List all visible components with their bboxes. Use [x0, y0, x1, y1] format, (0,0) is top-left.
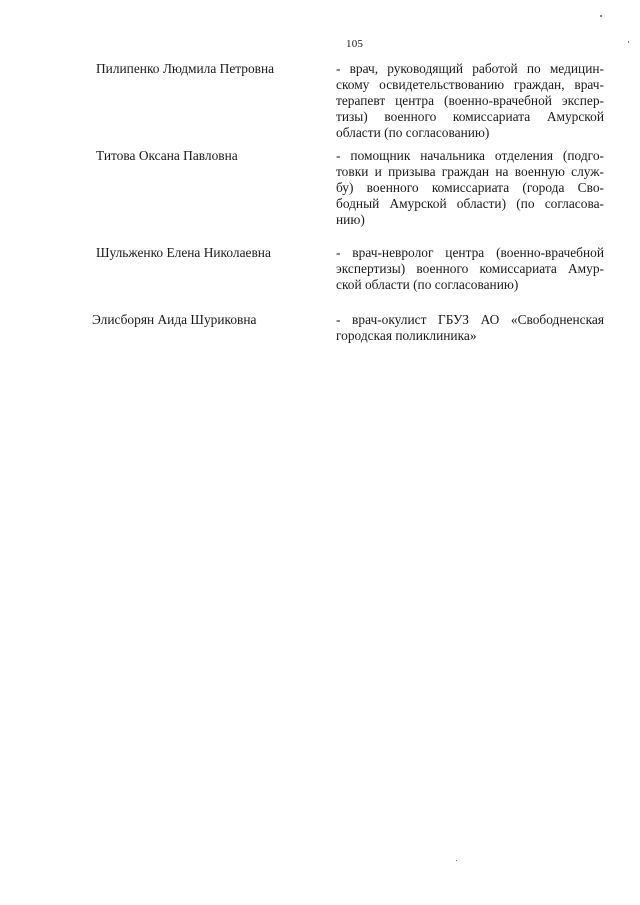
member-position	[336, 312, 604, 344]
scan-speck	[456, 860, 457, 861]
position-line: бу) военного комиссариата (города Сво-	[336, 180, 604, 195]
member-name: Шульженко Елена Николаевна	[96, 245, 271, 260]
member-name: Пилипенко Людмила Петровна	[96, 61, 275, 76]
position-line: - врач-невролог центра (военно-врачебной	[336, 245, 604, 260]
position-line: - врач, руководящий работой по медицин-	[336, 61, 604, 76]
position-line: скому освидетельствованию граждан, врач-	[336, 77, 604, 92]
scan-speck	[628, 41, 629, 43]
position-line: ской области (по согласованию)	[336, 277, 519, 292]
page-number: 105	[346, 38, 364, 50]
position-line: тизы) военного комиссариата Амурской	[336, 109, 604, 124]
member-position	[336, 61, 604, 141]
member-position	[336, 245, 604, 293]
position-line: - помощник начальника отделения (подго-	[336, 148, 604, 163]
member-name: Элисборян Аида Шуриковна	[92, 312, 257, 327]
position-line: терапевт центра (военно-врачебной экспер-	[336, 93, 604, 108]
position-line: нию)	[336, 212, 365, 227]
position-line: - врач-окулист ГБУЗ АО «Свободненская	[336, 312, 604, 327]
position-line: экспертизы) военного комиссариата Амур-	[336, 261, 604, 276]
member-position	[336, 148, 604, 228]
position-line: товки и призыва граждан на военную служ-	[336, 164, 604, 179]
scan-speck	[600, 15, 602, 17]
position-line: бодный Амурской области) (по согласова-	[336, 196, 604, 211]
member-name: Титова Оксана Павловна	[96, 148, 238, 163]
position-line: городская поликлиника»	[336, 328, 477, 343]
position-line: области (по согласованию)	[336, 125, 490, 140]
